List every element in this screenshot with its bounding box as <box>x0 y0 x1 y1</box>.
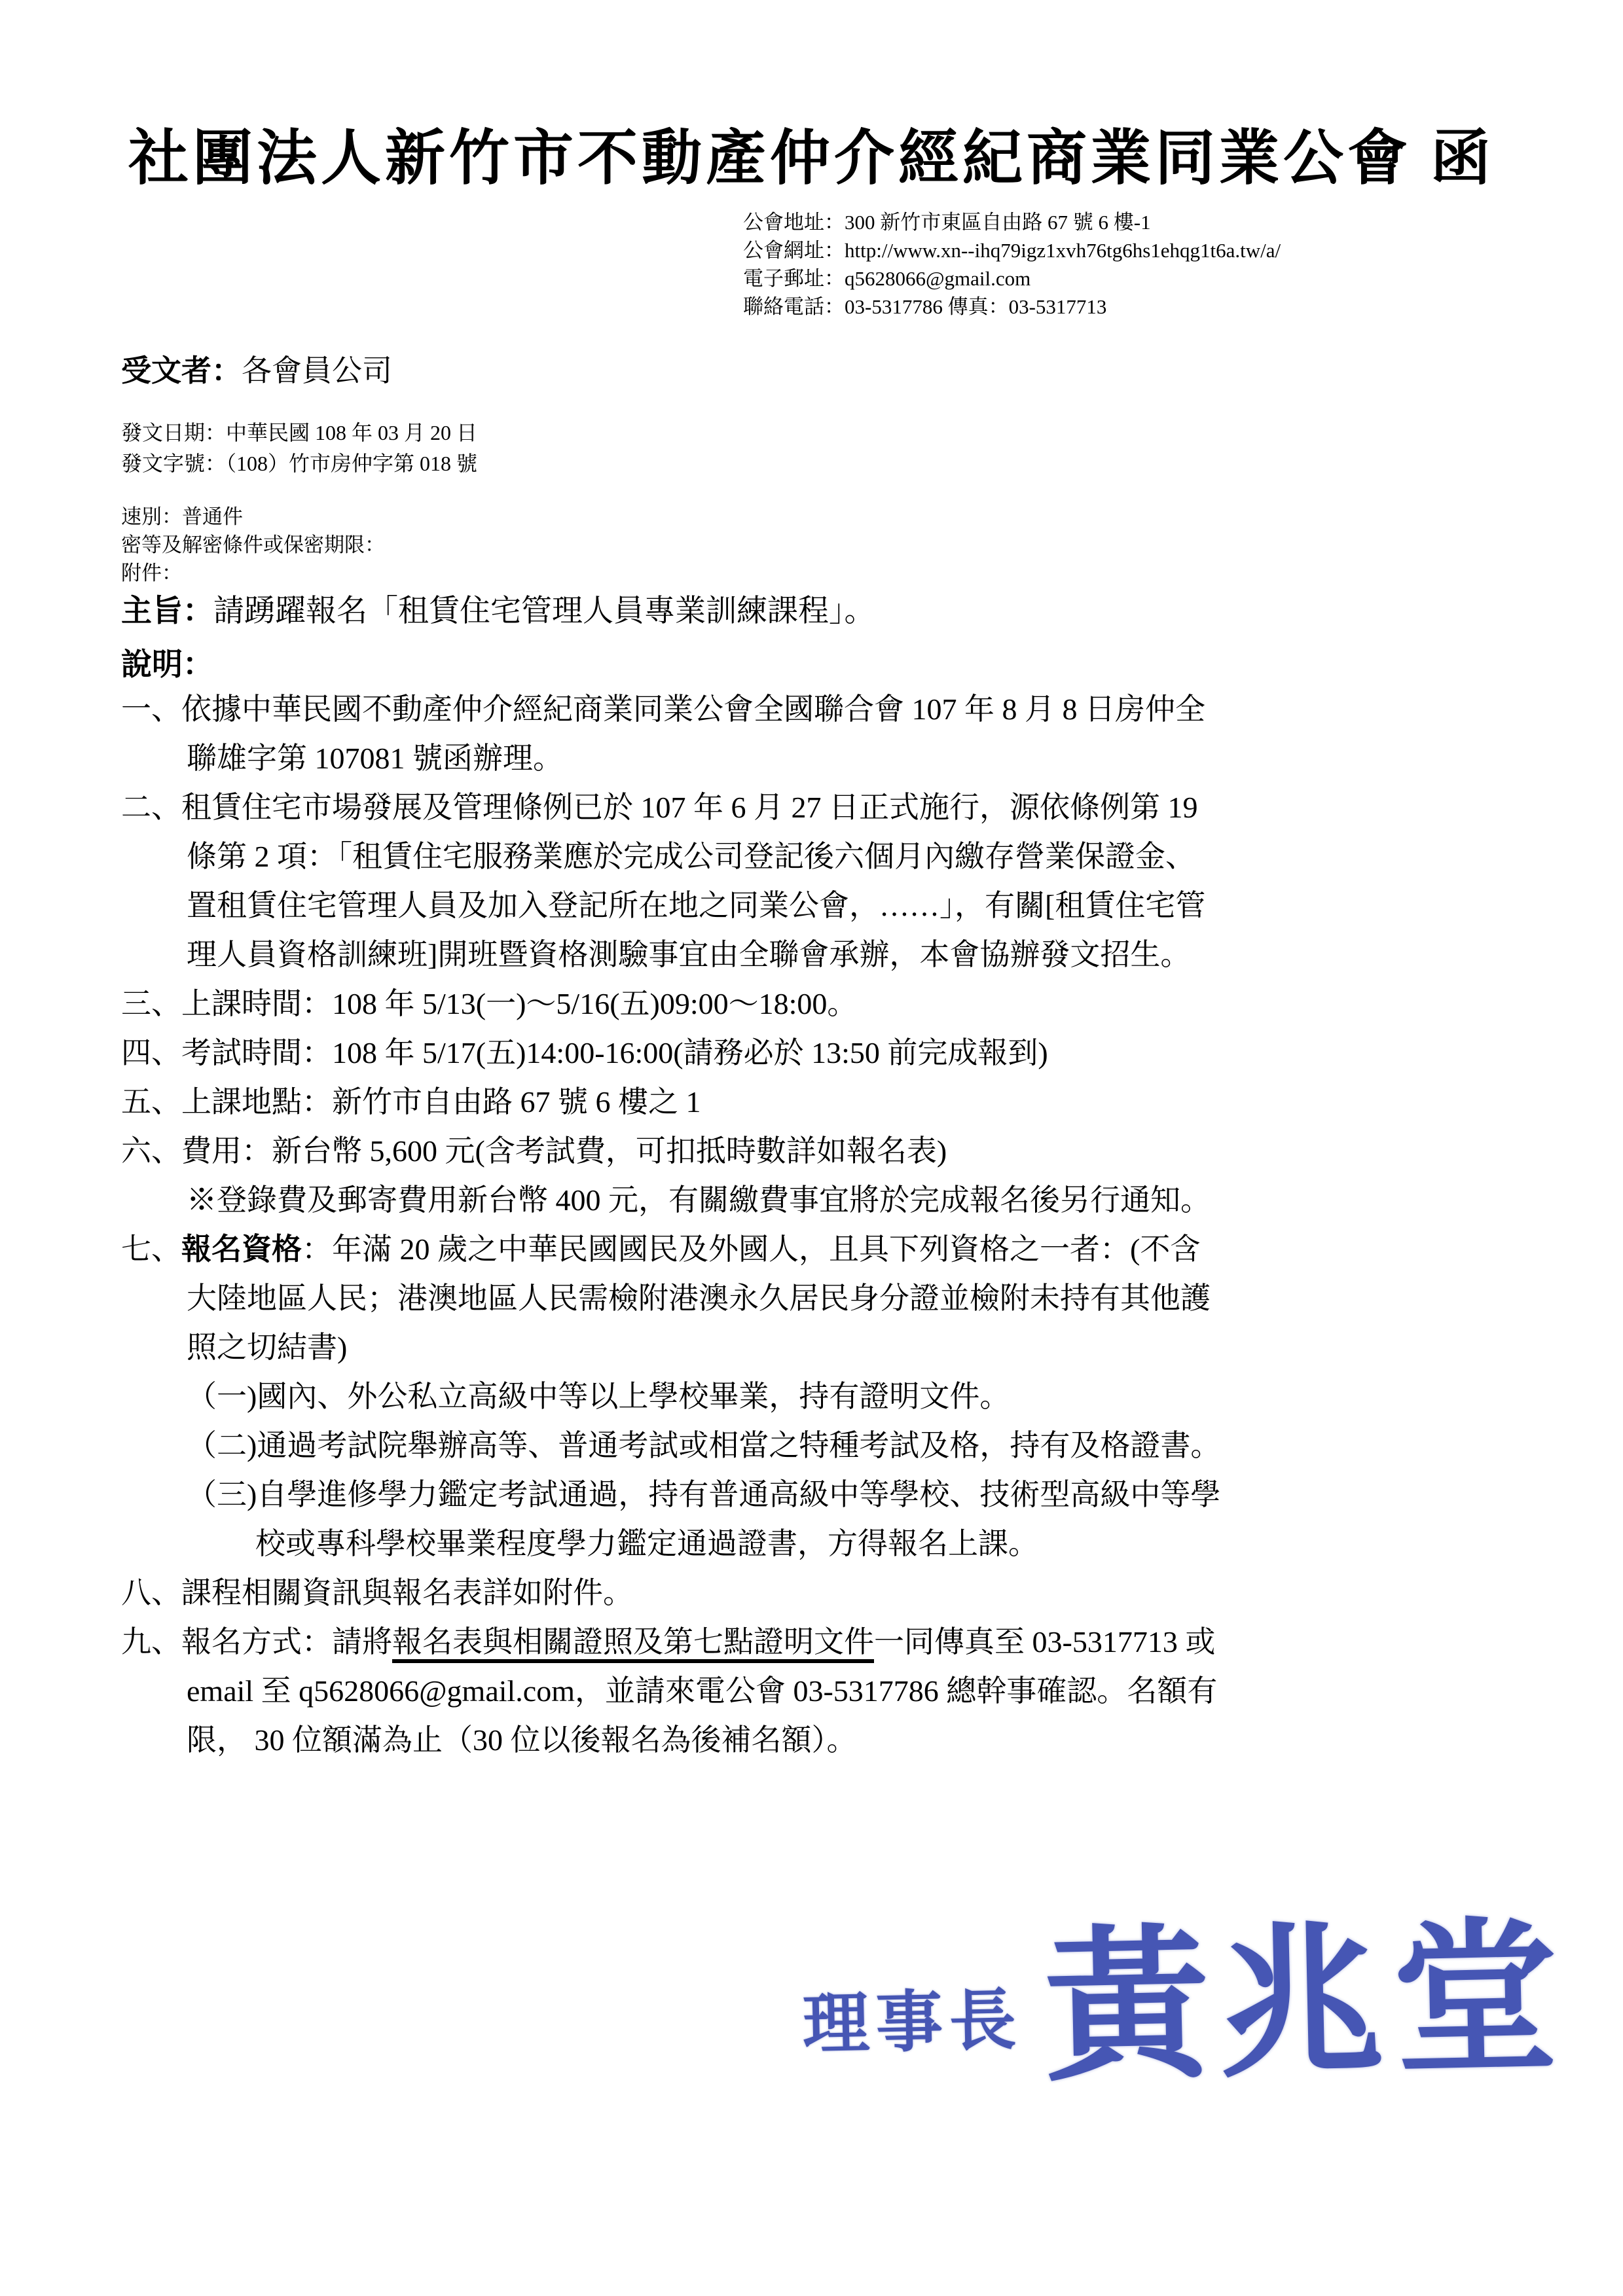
page-title: 社團法人新竹市不動產仲介經紀商業同業公會 函 <box>128 125 1495 192</box>
body-list <box>121 685 1535 1765</box>
attachment-line: 附件： <box>121 562 182 584</box>
body-line: 校或專科學校畢業程度學力鑑定通過證書，方得報名上課。 <box>255 1527 1038 1560</box>
recipient-line <box>121 347 392 390</box>
body-line: 二、租賃住宅市場發展及管理條例已於 107 年 6 月 27 日正式施行，源依條例第 19 <box>121 791 1198 824</box>
body-line: 大陸地區人民；港澳地區人民需檢附港澳永久居民身分證並檢附未持有其他護 <box>187 1282 1211 1315</box>
body-line: 四、考試時間：108 年 5/17(五)14:00-16:00(請務必於 13:50 前完成報到) <box>121 1036 1048 1069</box>
body-line: 理人員資格訓練班]開班暨資格測驗事宜由全聯會承辦，本會協辦發文招生。 <box>187 938 1191 971</box>
body-line: email 至 q5628066@gmail.com，並請來電公會 03-5317786 總幹事確認。名額有 <box>187 1674 1218 1708</box>
body-line: 九、報名方式：請將報名表與相關證照及第七點證明文件一同傳真至 03-5317713 或 <box>121 1617 1535 1666</box>
body-line: （三)自學進修學力鑑定考試通過，持有普通高級中等學校、技術型高級中等學 <box>187 1478 1221 1511</box>
secrecy-line: 密等及解密條件或保密期限： <box>121 533 385 556</box>
issue-number-line: 發文字號：（108）竹市房仲字第 018 號 <box>121 452 478 475</box>
body-line: 五、上課地點：新竹市自由路 67 號 6 樓之 1 <box>121 1085 701 1119</box>
body-line: 三、上課時間：108 年 5/13(一)～5/16(五)09:00～18:00。 <box>121 987 858 1020</box>
body-line: 照之切結書) <box>187 1331 348 1364</box>
body-line: 置租賃住宅管理人員及加入登記所在地之同業公會，……」，有關[租賃住宅管 <box>187 889 1206 922</box>
signature-stamp <box>799 1865 1569 2118</box>
body-line: （一)國內、外公私立高級中等以上學校畢業，持有證明文件。 <box>187 1380 1010 1413</box>
body-line: 一、依據中華民國不動產仲介經紀商業同業公會全國聯合會 107 年 8 月 8 日房仲全 <box>121 692 1205 726</box>
body-line: 條第 2 項：「租賃住宅服務業應於完成公司登記後六個月內繳存營業保證金、 <box>187 840 1195 873</box>
speed-line: 速別：普通件 <box>121 505 243 528</box>
recipient-value: 各會員公司 <box>242 354 392 387</box>
subject-label: 主旨： <box>121 594 213 628</box>
body-line: ※登錄費及郵寄費用新台幣 400 元，有關繳費事宜將於完成報名後另行通知。 <box>187 1183 1211 1217</box>
subject-value: 請踴躍報名「租賃住宅管理人員專業訓練課程」。 <box>213 594 875 628</box>
signature-name: 黃兆堂 <box>1042 1907 1569 2102</box>
issue-date-line: 發文日期：中華民國 108 年 03 月 20 日 <box>121 421 478 444</box>
body-line: 聯雄字第 107081 號函辦理。 <box>187 742 563 775</box>
subject-line <box>121 586 875 630</box>
contact-phone-fax: 聯絡電話：03-5317786 傳真：03-5317713 <box>743 295 1107 318</box>
classification-block <box>121 503 385 587</box>
doc-meta-block <box>121 418 477 479</box>
contact-block <box>743 208 1281 321</box>
body-line: 六、費用：新台幣 5,600 元(含考試費，可扣抵時數詳如報名表) <box>121 1134 947 1168</box>
contact-email: 電子郵址：q5628066@gmail.com <box>743 267 1031 290</box>
contact-address: 公會地址：300 新竹市東區自由路 67 號 6 樓-1 <box>743 211 1151 234</box>
body-line: 七、報名資格：年滿 20 歲之中華民國國民及外國人，且具下列資格之一者：(不含 <box>121 1232 1201 1266</box>
recipient-label: 受文者： <box>121 354 242 387</box>
body-line: 八、課程相關資訊與報名表詳如附件。 <box>121 1576 633 1609</box>
body-line: 限， 30 位額滿為止（30 位以後報名為後補名額）。 <box>187 1723 857 1757</box>
body-line: （二)通過考試院舉辦高等、普通考試或相當之特種考試及格，持有及格證書。 <box>187 1429 1221 1462</box>
explanation-label: 說明： <box>121 648 213 682</box>
contact-website: 公會網址：http://www.xn--ihq79igz1xvh76tg6hs1ehqg1t6a.tw/a/ <box>743 239 1281 262</box>
signature-title: 理事長 <box>801 1984 1024 2063</box>
